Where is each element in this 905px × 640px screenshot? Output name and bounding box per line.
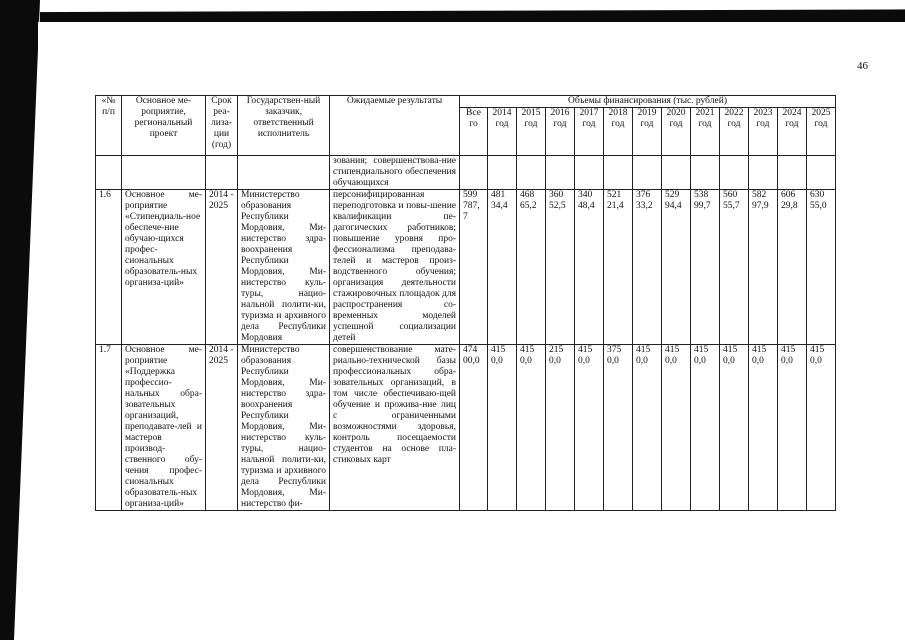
row-measure: Основное ме-роприятие «Стипендиаль-ное обеспече-ние обучаю-щихся профес-сиональных образователь-ных организа-ций»: [122, 190, 206, 345]
row-customer: Министерство образования Республики Мордовия, Ми-нистерство здра-воохранения Республики Мордовия, Ми-нистерство куль-туры, нацио-нальной полити-ки, туризма и архивного дела Республики Мордовия: [238, 190, 330, 345]
header-results: Ожидаемые результаты: [330, 96, 460, 156]
row-term: 2014 - 2025: [206, 190, 238, 345]
row-customer: Министерство образования Республики Мордовия, Ми-нистерство здра-воохранения Республики Мордовия, Ми-нистерство куль-туры, нацио-нальной полити-ки, туризма и архивного дела Республики Мордовия, Ми-нистерство фи-: [238, 345, 330, 511]
row-value: 415 0,0: [488, 345, 517, 511]
row-value: 360 52,5: [546, 190, 575, 345]
row-value: 538 99,7: [691, 190, 720, 345]
continuation-text: зования; совершенствова-ние стипендиального обеспечения обучающихся: [330, 156, 460, 190]
header-year: 2018 год: [604, 108, 633, 156]
row-value: 529 94,4: [662, 190, 691, 345]
row-value: 376 33,2: [633, 190, 662, 345]
scan-left-border: [0, 0, 40, 640]
header-year: 2023 год: [749, 108, 778, 156]
header-year: 2015 год: [517, 108, 546, 156]
table-row: [96, 190, 836, 345]
header-year: 2024 год: [778, 108, 807, 156]
row-value: 481 34,4: [488, 190, 517, 345]
header-financing: Объемы финансирования (тыс. рублей): [460, 96, 836, 108]
row-value: 215 0,0: [546, 345, 575, 511]
row-value: 630 55,0: [807, 190, 836, 345]
row-total: 599 787, 7: [460, 190, 488, 345]
row-value: 415 0,0: [807, 345, 836, 511]
row-total: 474 00,0: [460, 345, 488, 511]
header-year: 2019 год: [633, 108, 662, 156]
row-value: 415 0,0: [633, 345, 662, 511]
row-value: 415 0,0: [720, 345, 749, 511]
row-value: 415 0,0: [662, 345, 691, 511]
row-value: 468 65,2: [517, 190, 546, 345]
header-customer: Государствен-ный заказчик, ответственный исполнитель: [238, 96, 330, 156]
row-value: 375 0,0: [604, 345, 633, 511]
row-value: 415 0,0: [749, 345, 778, 511]
header-num: «№ п/п: [96, 96, 122, 156]
row-num: 1.7: [96, 345, 122, 511]
header-year: 2021 год: [691, 108, 720, 156]
header-measure: Основное ме-роприятие, региональный проект: [122, 96, 206, 156]
header-year: 2022 год: [720, 108, 749, 156]
header-year: 2020 год: [662, 108, 691, 156]
row-term: 2014 - 2025: [206, 345, 238, 511]
row-value: 415 0,0: [575, 345, 604, 511]
header-year: 2014 год: [488, 108, 517, 156]
row-value: 560 55,7: [720, 190, 749, 345]
scan-top-border: [0, 0, 905, 22]
header-term: Срок реа-лиза-ции (год): [206, 96, 238, 156]
header-row-1: [96, 96, 836, 108]
row-value: 340 48,4: [575, 190, 604, 345]
header-year: 2025 год: [807, 108, 836, 156]
header-year: 2017 год: [575, 108, 604, 156]
row-value: 415 0,0: [517, 345, 546, 511]
row-value: 415 0,0: [691, 345, 720, 511]
continuation-row: [96, 156, 836, 190]
row-value: 415 0,0: [778, 345, 807, 511]
header-total: Все го: [460, 108, 488, 156]
row-results: персонифицированная переподготовка и повы-шение квалификации пе-дагогических работников; повышение уровня про-фессионализма преподава-телей и мастеров произ-водственного обучения; организация деятельности стажировочных площадок для распространения со-временных моделей успешной социализации детей: [330, 190, 460, 345]
table-row: [96, 345, 836, 511]
row-measure: Основное ме-роприятие «Поддержка профессио-нальных обра-зовательных организаций, преподавате-лей и мастеров производ-ственного обу-чения профес-сиональных образователь-ных организа-ций»: [122, 345, 206, 511]
row-value: 521 21,4: [604, 190, 633, 345]
page-number: 46: [857, 60, 868, 72]
header-year: 2016 год: [546, 108, 575, 156]
financing-table: [95, 95, 836, 511]
row-value: 582 97,9: [749, 190, 778, 345]
row-results: совершенствование мате-риально-технической базы профессиональных обра-зовательных организаций, в том числе обеспечиваю-щей обучение и прожива-ние лиц с ограниченными возможностями здоровья, контроль посещаемости студентов на основе пла-стиковых карт: [330, 345, 460, 511]
row-num: 1.6: [96, 190, 122, 345]
row-value: 606 29,8: [778, 190, 807, 345]
